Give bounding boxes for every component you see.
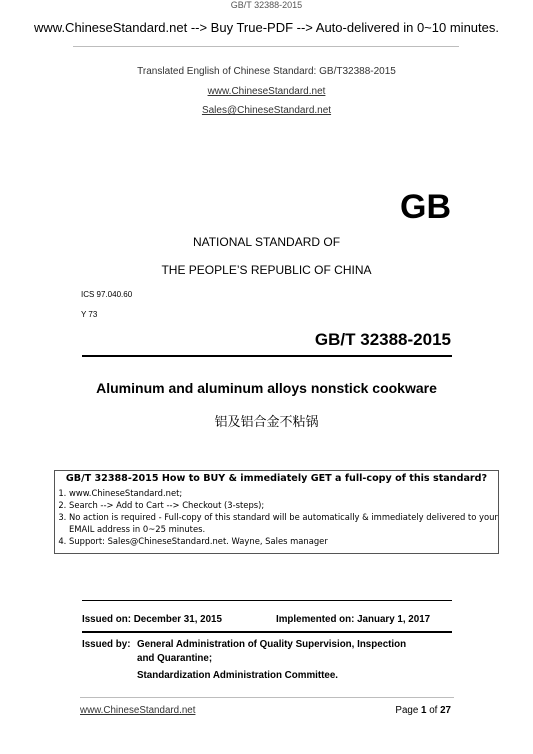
issued-on: Issued on: December 31, 2015	[82, 614, 222, 625]
page-prefix: Page	[395, 705, 422, 716]
issued-by-line-3: Standardization Administration Committee.	[137, 670, 339, 681]
title-en: Aluminum and aluminum alloys nonstick cookware	[96, 380, 437, 396]
issued-by-line-1: General Administration of Quality Supervision, Inspection	[137, 639, 407, 650]
page-current: 1	[421, 705, 427, 716]
buy-box-title: GB/T 32388-2015 How to BUY & immediately GET a full-copy of this standard?	[65, 473, 488, 484]
translated-line: Translated English of Chinese Standard: GB/T32388-2015	[137, 66, 396, 77]
gb-mark: GB	[400, 188, 451, 226]
footer-divider	[80, 697, 454, 698]
issued-by-label: Issued by:	[82, 639, 131, 650]
buy-step: 3. No action is required - Full-copy of this standard will be automatically & immediately delivered to your EMAIL address in 0~25 minutes.	[69, 511, 498, 535]
standard-number: GB/T 32388-2015	[314, 330, 451, 349]
overlay-standard-number: GB/T 32388-2015	[230, 0, 303, 10]
national-line-1: NATIONAL STANDARD OF	[192, 235, 341, 249]
issued-by-line-2: and Quarantine;	[137, 653, 213, 664]
header-divider	[73, 46, 459, 47]
buy-steps-list	[55, 487, 498, 547]
website-link[interactable]: www.ChineseStandard.net	[207, 86, 326, 97]
issue-rule	[82, 631, 452, 633]
buy-box	[54, 470, 499, 554]
national-line-2: THE PEOPLE’S REPUBLIC OF CHINA	[161, 263, 372, 277]
footer-website-link[interactable]: www.ChineseStandard.net	[80, 705, 196, 716]
ics-code: ICS 97.040.60	[81, 290, 133, 299]
implemented-on: Implemented on: January 1, 2017	[276, 614, 431, 625]
title-cn: 铝及铝合金不粘锅	[214, 415, 319, 430]
top-banner: www.ChineseStandard.net --> Buy True-PDF --> Auto-delivered in 0~10 minutes.	[34, 20, 499, 35]
buy-step: 1. www.ChineseStandard.net;	[69, 487, 498, 499]
page-total: 27	[440, 705, 451, 716]
issue-top-rule	[82, 600, 452, 601]
buy-step: 4. Support: Sales@ChineseStandard.net. Wayne, Sales manager	[69, 535, 498, 547]
buy-step: 2. Search --> Add to Cart --> Checkout (3-steps);	[69, 499, 498, 511]
category-code: Y 73	[81, 310, 98, 319]
email-link[interactable]: Sales@ChineseStandard.net	[201, 105, 332, 116]
page-indicator	[395, 705, 451, 716]
page-of: of	[426, 705, 441, 716]
standard-number-underline	[82, 355, 452, 357]
